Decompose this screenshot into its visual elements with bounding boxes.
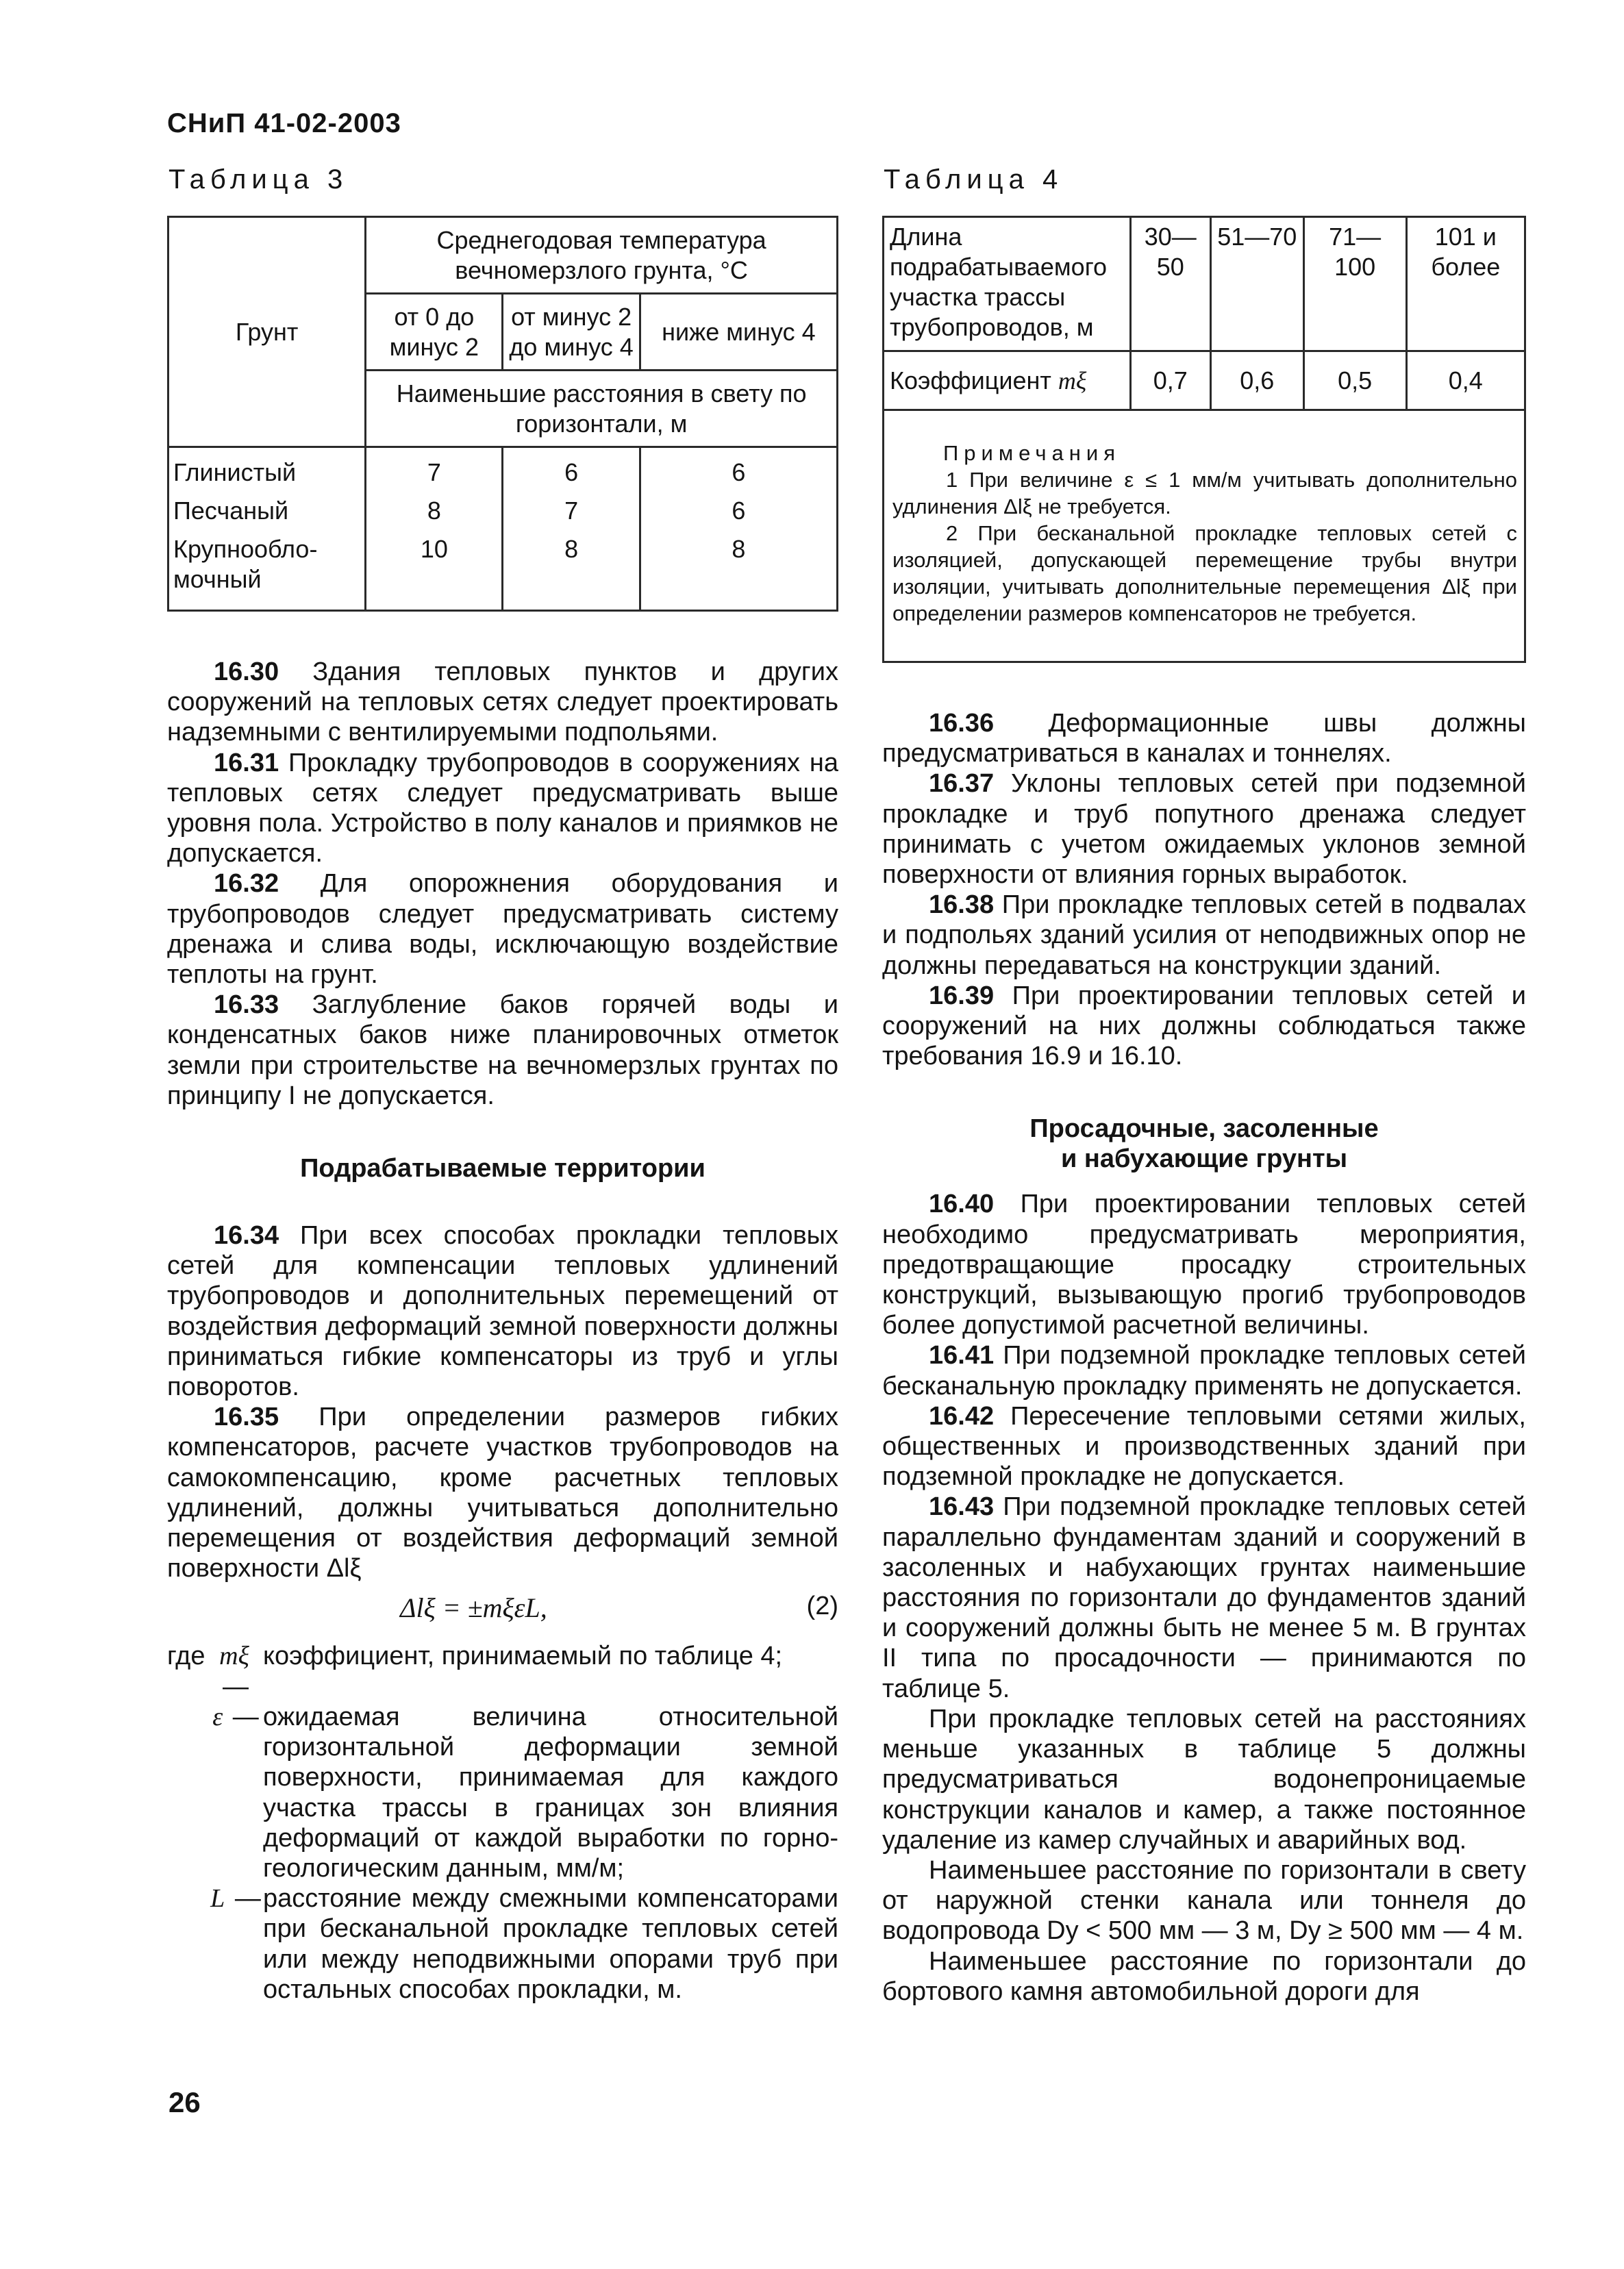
table3-sub1: от 0 до минус 2 — [366, 294, 503, 371]
table-row: Песчаный 8 7 6 — [168, 492, 838, 530]
paragraph-c: Наименьшее расстояние по горизонтали до бортового камня автомобильной дороги для — [882, 1946, 1526, 2006]
paragraph-16-40: 16.40 При проектировании тепловых сетей необходимо предусматривать мероприятия, предотвращающие просадку строительных конструкций, вызывающую прогиб трубопроводов более допустимой расчетной величины. — [882, 1190, 1526, 1340]
definition-dash: ε — — [212, 1702, 259, 1731]
paragraph-16-39: 16.39 При проектировании тепловых сетей и сооружений на них должны соблюдаться также требования 16.9 и 16.10. — [882, 981, 1526, 1071]
table3-header-temp: Среднегодовая температура вечномерзлого грунта, °С — [366, 217, 838, 294]
table3-caption: Таблица 3 — [168, 164, 349, 195]
paragraph-a: При прокладке тепловых сетей на расстояниях меньше указанных в таблице 5 должны предусматриваться водонепроницаемые конструкции каналов и камер, а также постоянное удаление из камер случайных и аварийных вод. — [882, 1704, 1526, 1855]
section-heading-soils: Просадочные, засоленные и набухающие грунты — [1029, 1114, 1379, 1174]
definition-text: расстояние между смежными компенсаторами при бесканальной прокладке тепловых сетей или между неподвижными опорами труб при остальных способах прокладки, м. — [263, 1884, 838, 2004]
formula — [167, 1589, 838, 1631]
paragraph-16-42: 16.42 Пересечение тепловыми сетями жилых, общественных и производственных зданий при подземной прокладке не допускается. — [882, 1401, 1526, 1492]
table4-coef-label: Коэффициент mξ — [884, 351, 1131, 410]
paragraph-16-35: 16.35 При определении размеров гибких компенсаторов, расчете участков трубопроводов на самокомпенсацию, кроме расчетных тепловых удлинений, должны учитываться дополнительно перемещения от воздействия деформаций земной поверхности Δlξ — [167, 1403, 838, 1583]
paragraph-16-32: 16.32 Для опорожнения оборудования и трубопроводов следует предусматривать систему дренажа и слива воды, исключающую воздействие теплоты на грунт. — [167, 869, 838, 990]
definition-dash: mξ — — [219, 1642, 249, 1701]
right-column — [882, 164, 1526, 2007]
paragraph-16-43: 16.43 При подземной прокладке тепловых сетей параллельно фундаментам зданий и сооружений в засоленных и набухающих грунтах наименьшие расстояния по горизонтали до фундаментов зданий и сооружений должны быть не менее 5 м. В грунтах II типа по просадочности — принимаются по таблице 5. — [882, 1492, 1527, 1703]
table3-header-dist: Наименьшие расстояния в свету по горизонтали, м — [366, 371, 838, 447]
definition-lead: где — [167, 1642, 205, 1671]
formula-number: (2) — [806, 1592, 838, 1621]
definition-text: коэффициент, принимаемый по таблице 4; — [263, 1642, 783, 1671]
paragraph-b: Наименьшее расстояние по горизонтали в свету от наружной стенки канала или тоннеля до водопровода Dy < 500 мм — 3 м, Dy ≥ 500 мм — 4 м. — [882, 1855, 1526, 1946]
table-row: Глинистый 7 6 6 — [168, 447, 838, 492]
table-row: Длина подрабатываемого участка трассы трубопроводов, м 30—50 51—70 71—100 101 и более — [884, 217, 1525, 351]
left-column — [167, 164, 838, 2005]
paragraph-16-36: 16.36 Деформационные швы должны предусматриваться в каналах и тоннелях. — [882, 709, 1526, 768]
table3-sub3: ниже минус 4 — [640, 294, 837, 371]
definition-dash: L — — [210, 1884, 261, 1914]
table4 — [882, 216, 1526, 663]
right-body — [882, 708, 1526, 2007]
section-heading-undermined: Подрабатываемые территории — [300, 1154, 705, 1183]
note-2: 2 При бесканальной прокладке тепловых сетей с изоляцией, допускающей перемещение трубы внутри изоляции, учитывать дополнительные перемещения Δlξ при определении размеров компенсаторов не требуется. — [892, 521, 1517, 625]
table4-length-label: Длина подрабатываемого участка трассы трубопроводов, м — [884, 217, 1131, 351]
left-body — [167, 657, 838, 1583]
table3-sub2: от минус 2 до минус 4 — [503, 294, 640, 371]
note-1: 1 При величине ε ≤ 1 мм/м учитывать дополнительно удлинения Δlξ не требуется. — [892, 468, 1517, 518]
paragraph-16-33: 16.33 Заглубление баков горячей воды и конденсатных баков ниже планировочных отметок земли при строительстве на вечномерзлых грунтах по принципу I не допускается. — [167, 990, 838, 1110]
table4-caption: Таблица 4 — [884, 164, 1064, 195]
table3-header-soil: Грунт — [168, 217, 366, 447]
paragraph-16-37: 16.37 Уклоны тепловых сетей при подземной прокладке и труб попутного дренажа следует принимать с учетом ожидаемых уклонов земной поверхности от влияния горных выработок. — [882, 769, 1526, 890]
page-number: 26 — [168, 2086, 201, 2118]
formula-expression: Δlξ = ±mξεL, — [400, 1592, 547, 1624]
table-row: Коэффициент mξ 0,7 0,6 0,5 0,4 — [884, 351, 1525, 410]
paragraph-16-38: 16.38 При прокладке тепловых сетей в подвалах и подпольях зданий усилия от неподвижных опор не должны передаваться на конструкции зданий. — [882, 890, 1526, 980]
table4-notes — [884, 410, 1525, 662]
document-code: СНиП 41-02-2003 — [167, 108, 401, 138]
table-row: Крупнообло-мочный 10 8 8 — [168, 530, 838, 611]
table3 — [167, 216, 838, 612]
paragraph-16-30: 16.30 Здания тепловых пунктов и других сооружений на тепловых сетях следует проектировать надземными с вентилируемыми подпольями. — [167, 657, 838, 747]
paragraph-16-41: 16.41 При подземной прокладке тепловых сетей бесканальную прокладку применять не допускается. — [882, 1341, 1527, 1401]
paragraph-16-34: 16.34 При всех способах прокладки тепловых сетей для компенсации тепловых удлинений трубопроводов и дополнительных перемещений от воздействия деформаций земной поверхности должны приниматься гибкие компенсаторы из труб и углы поворотов. — [167, 1221, 838, 1402]
formula-definitions — [167, 1641, 838, 2004]
paragraph-16-31: 16.31 Прокладку трубопроводов в сооружениях на тепловых сетях следует предусматривать выше уровня пола. Устройство в полу каналов и приямков не допускается. — [167, 748, 838, 868]
notes-title: Примечания — [943, 441, 1121, 465]
definition-text: ожидаемая величина относительной горизонтальной деформации земной поверхности, принимаемая для каждого участка трассы в границах зон влияния деформаций от каждой выработки по горно-геологическим данным, мм/м; — [263, 1702, 838, 1883]
